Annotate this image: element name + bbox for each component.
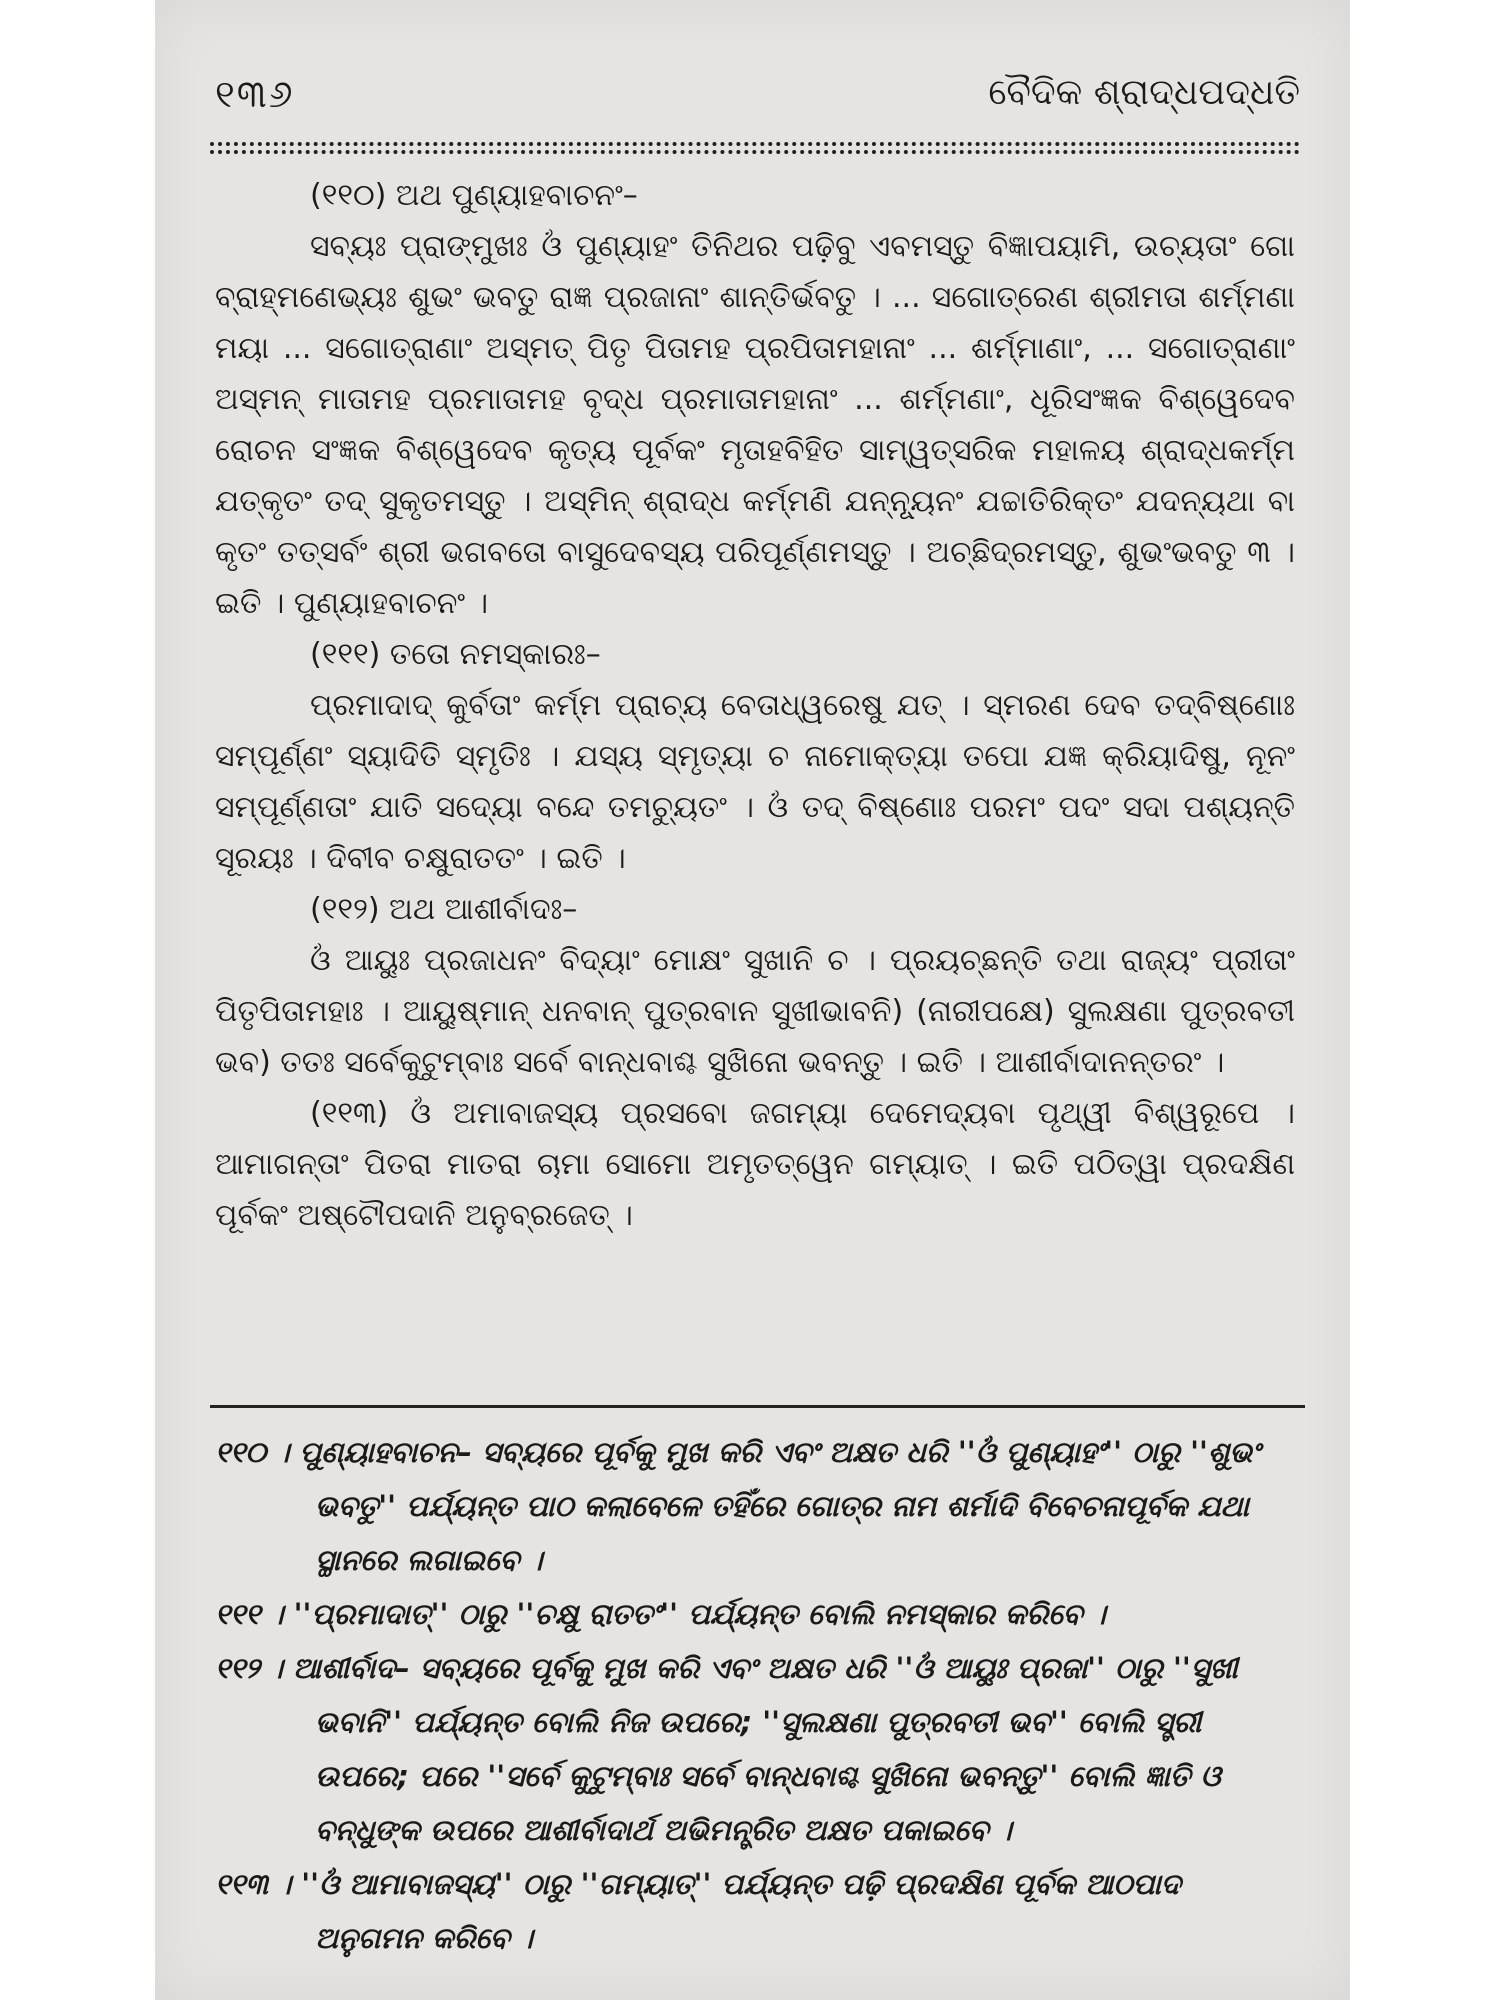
- footnote-112: [215, 1641, 1295, 1857]
- footnote-text: ''ଓଁ ଆମାବାଜସ୍ୟ'' ଠାରୁ ''ଗମ୍ୟାତ୍'' ପର୍ଯ୍ୟନ୍ତ ପଢ଼ି ପ୍ରଦକ୍ଷିଣ ପୂର୍ବକ ଆଠପାଦ ଅନୁଗମନ କରିବେ ।: [301, 1867, 1181, 1955]
- header-dotted-rule: [210, 142, 1300, 146]
- footnote-113: [215, 1857, 1295, 1965]
- section-heading-112: (୧୧୨) ଅଥ ଆଶୀର୍ବାଦଃ–: [310, 892, 578, 927]
- section-heading-110: (୧୧୦) ଅଥ ପୁଣ୍ୟାହବାଚନଂ–: [310, 178, 638, 213]
- section-body-111: ପ୍ରମାଦାଦ୍ କୁର୍ବତାଂ କର୍ମ୍ମ ପ୍ରାଚ୍ୟ ବେତାଧ୍ୱରେଷୁ ଯତ୍ । ସ୍ମରଣ ଦେବ ତଦ୍‌ବିଷ୍ଣୋଃ ସମ୍ପୂର୍ଣ୍ଣଂ ସ୍ୟାଦିତି ସ୍ମୃତିଃ । ଯସ୍ୟ ସ୍ମୃତ୍ୟା ଚ ନାମୋକ୍ତ୍ୟା ତପୋ ଯଜ୍ଞ କ୍ରିୟାଦିଷୁ, ନୂନଂ ସମ୍ପୂର୍ଣ୍ଣତାଂ ଯାତି ସଦ୍ୟୋ ବନ୍ଦେ ତମଚ୍ୟୁତଂ । ଓଁ ତଦ୍ ବିଷ୍ଣୋଃ ପରମଂ ପଦଂ ସଦା ପଶ୍ୟନ୍ତି ସୂରୟଃ । ଦିବୀବ ଚକ୍ଷୁରାତତଂ । ଇତି ।: [215, 688, 1295, 876]
- footnote-text: ''ପ୍ରମାଦାତ୍'' ଠାରୁ ''ଚକ୍ଷୁ ରାତତଂ'' ପର୍ଯ୍ୟନ୍ତ ବୋଲି ନମସ୍କାର କରିବେ ।: [293, 1597, 1106, 1631]
- footnote-text: ଆଶୀର୍ବାଦ– ସବ୍ୟରେ ପୂର୍ବକୁ ମୁଖ କରି ଏବଂ ଅକ୍ଷତ ଧରି ''ଓଁ ଆୟୁଃ ପ୍ରଜା'' ଠାରୁ ''ସୁଖୀ ଭବାନି'' ପର୍ଯ୍ୟନ୍ତ ବୋଲି ନିଜ ଉପରେ; ''ସୁଲକ୍ଷଣା ପୁତ୍ରବତୀ ଭବ'' ବୋଲି ସ୍ତ୍ରୀ ଉପରେ; ପରେ ''ସର୍ବେ କୁଟୁମ୍ବାଃ ସର୍ବେ ବାନ୍ଧବାଶ୍ଚ ସୁଖିନୋ ଭବନ୍ତୁ'' ବୋଲି ଜ୍ଞାତି ଓ ବନ୍ଧୁଙ୍କ ଉପରେ ଆଶୀର୍ବାଦାର୍ଥ ଅଭିମନ୍ତ୍ରିତ ଅକ୍ଷତ ପକାଇବେ ।: [292, 1651, 1238, 1847]
- footnote-number: ୧୧୩ ।: [215, 1867, 292, 1901]
- section-body-113: (୧୧୩) ଓଁ ଅମାବାଜସ୍ୟ ପ୍ରସବୋ ଜଗମ୍ୟା ଦେମେଦ୍ୟବା ପୃଥ୍ୱୀ ବିଶ୍ୱରୂପେ । ଆମାଗନ୍ତାଂ ପିତରା ମାତରା ଚାମା ସୋମୋ ଅମୃତତ୍ୱେନ ଗମ୍ୟାତ୍ । ଇତି ପଠିତ୍ୱା ପ୍ରଦକ୍ଷିଣ ପୂର୍ବକଂ ଅଷ୍ଟୌପଦାନି ଅନୁବ୍ରଜେତ୍ ।: [215, 1096, 1295, 1233]
- section-body-112: ଓଁ ଆୟୁଃ ପ୍ରଜାଧନଂ ବିଦ୍ୟାଂ ମୋକ୍ଷଂ ସୁଖାନି ଚ । ପ୍ରୟଚ୍ଛନ୍ତି ତଥା ରାଜ୍ୟଂ ପ୍ରୀତାଂ ପିତୃପିତାମହାଃ । ଆୟୁଷ୍ମାନ୍ ଧନବାନ୍ ପୁତ୍ରବାନ ସୁଖୀଭାବନି) (ନାରୀପକ୍ଷେ) ସୁଲକ୍ଷଣା ପୁତ୍ରବତୀ ଭବ) ତତଃ ସର୍ବେକୁଟୁମ୍ବାଃ ସର୍ବେ ବାନ୍ଧବାଶ୍ଚ ସୁଖିନୋ ଭବନ୍ତୁ । ଇତି । ଆଶୀର୍ବାଦାନନ୍ତରଂ ।: [215, 943, 1295, 1080]
- page-number: ୧୩୬: [215, 72, 295, 116]
- footnote-111: [215, 1587, 1295, 1641]
- page-header: [215, 72, 1300, 132]
- book-page: [155, 0, 1350, 2000]
- footnote-number: ୧୧୧ ।: [215, 1597, 284, 1631]
- footnote-text: ପୁଣ୍ୟାହବାଚନ– ସବ୍ୟରେ ପୂର୍ବକୁ ମୁଖ କରି ଏବଂ ଅକ୍ଷତ ଧରି ''ଓଁ ପୁଣ୍ୟାହଂ'' ଠାରୁ ''ଶୁଭଂ ଭବତୁ'' ପର୍ଯ୍ୟନ୍ତ ପାଠ କଲାବେଳେ ତହିଁରେ ଗୋତ୍ର ନାମ ଶର୍ମାଦି ବିବେଚନାପୂର୍ବକ ଯଥା ସ୍ଥାନରେ ଲଗାଇବେ ।: [299, 1435, 1260, 1577]
- main-text: [215, 170, 1295, 1241]
- footnote-rule: [210, 1405, 1305, 1408]
- header-dotted-rule-second: [210, 150, 1300, 154]
- footnote-number: ୧୧୦ ।: [215, 1435, 290, 1469]
- running-title: ବୈଦିକ ଶ୍ରାଦ୍ଧପଦ୍ଧତି: [988, 72, 1300, 113]
- footnote-number: ୧୧୨ ।: [215, 1651, 283, 1685]
- section-body-110: ସବ୍ୟଃ ପ୍ରାଙ୍‌ମୁଖଃ ଓଁ ପୁଣ୍ୟାହଂ ତିନିଥର ପଢ଼ିବୁ ଏବମସ୍ତୁ ବିଜ୍ଞାପୟାମି, ଉଚ୍ୟତାଂ ଗୋ ବ୍ରାହ୍ମଣେଭ୍ୟଃ ଶୁଭଂ ଭବତୁ ରାଜ୍ଞ ପ୍ରଜାନାଂ ଶାନ୍ତିର୍ଭବତୁ । ... ସଗୋତ୍ରେଣ ଶ୍ରୀମତା ଶର୍ମ୍ମଣା ମୟା ... ସଗୋତ୍ରାଣାଂ ଅସ୍ମତ୍ ପିତୃ ପିତାମହ ପ୍ରପିତାମହାନାଂ ... ଶର୍ମ୍ମାଣାଂ, ... ସଗୋତ୍ରାଣାଂ ଅସ୍ମନ୍ ମାତାମହ ପ୍ରମାତାମହ ବୃଦ୍ଧ ପ୍ରମାତାମହାନାଂ ... ଶର୍ମ୍ମଣାଂ, ଧୂରିସଂଜ୍ଞକ ବିଶ୍ୱେଦେବ ରୋଚନ ସଂଜ୍ଞକ ବିଶ୍ୱେଦେବ କୃତ୍ୟ ପୂର୍ବକଂ ମୃତାହବିହିତ ସାମ୍ୱତ୍ସରିକ ମହାଳୟ ଶ୍ରାଦ୍ଧକର୍ମ୍ମ ଯତ୍‌କୃତଂ ତଦ୍ ସୁକୃତମସ୍ତୁ । ଅସ୍ମିନ୍ ଶ୍ରାଦ୍ଧ କର୍ମ୍ମଣି ଯନ୍ନ୍ୟୂନଂ ଯଚ୍ଚାତିରିକ୍ତଂ ଯଦନ୍ୟଥା ବା କୃତଂ ତତ୍‌ସର୍ବଂ ଶ୍ରୀ ଭଗବତୋ ବାସୁଦେବସ୍ୟ ପରିପୂର୍ଣ୍ଣମସ୍ତୁ । ଅଚ୍ଛିଦ୍ରମସ୍ତୁ, ଶୁଭଂଭବତୁ ୩ । ଇତି । ପୁଣ୍ୟାହବାଚନଂ ।: [215, 229, 1295, 621]
- section-heading-111: (୧୧୧) ତତୋ ନମସ୍କାରଃ–: [310, 637, 601, 672]
- footnotes: [215, 1425, 1295, 1965]
- footnote-110: [215, 1425, 1295, 1587]
